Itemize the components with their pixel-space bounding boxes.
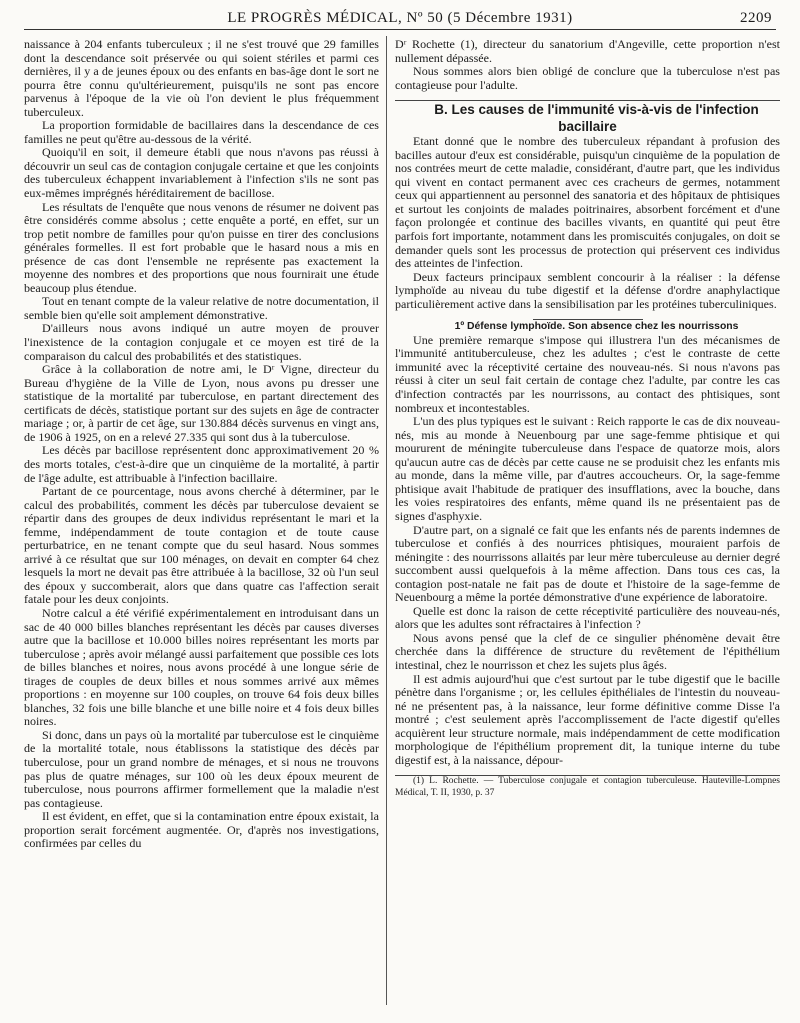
paragraph: Deux facteurs principaux semblent concourir à la réaliser : la défense lymphoïde au niveau du tube digestif et la défense d'ordre anaphylactique particulièrement active dans la sensibilisation par les protéines tuberculiniques.: [395, 269, 780, 311]
paragraph: Si donc, dans un pays où la mortalité par tuberculose est le cinquième de la mortalité totale, nous établissons la statistique des décès par tuberculose, pour un grand nombre de ménages, et si nous ne trouvons pas plus de quatre ménages, sur 100 où les deux époux meurent de tuberculose, nous pourrons affirmer formellement que la maladie n'est pas contagieuse.: [24, 727, 379, 810]
subsection-title: 1º Défense lymphoïde. Son absence chez les nourrissons: [454, 321, 739, 333]
paragraph: D'ailleurs nous avons indiqué un autre moyen de prouver l'inexistence de la contagion conjugale et ce moyen est tiré de la comparaison du calcul des probabilités et des statistiques.: [24, 321, 379, 363]
paragraph: D'autre part, on a signalé ce fait que les enfants nés de parents indemnes de tuberculose et confiés à des nourrices phtisiques, mouraient parfois de méningite : des nourrissons allaités par leur mère tuberculeuse au dernier degré succombent aussi quelquefois à la même affection. Dans tous ces cas, la contagion post-natale ne fait pas de doute et l'histoire de la sage-femme de Neuenbourg a même la portée démonstrative d'une expérience de laboratoire.: [395, 522, 780, 605]
paragraph: Partant de ce pourcentage, nous avons cherché à déterminer, par le calcul des probabilités, comment les décès par tuberculose devaient se répartir dans des groupes de deux individus représentant le mari et la femme, indépendamment de toute contagion et de toute cause perturbatrice, en ne tenant compte que du seul hasard. Nous sommes arrivé à ce résultat que sur 100 ménages, on devait en compter 64 chez lesquels la mort ne devait pas être attribuée à la bacillose, 32 où l'un seul des époux y succomberait, alors que dans quatre cas l'affection serait fatale pour les deux conjoints.: [24, 484, 379, 607]
paragraph: Une première remarque s'impose qui illustrera l'un des mécanismes de l'immunité antituberculeuse, chez les adultes ; c'est le contraste de cette immunité avec la réceptivité certaine des nouveau-nés. Si nous n'avons pas réussi à citer un seul fait certain de contage chez l'adulte, par contre les cas d'infection contractés par les nourrissons, au contact des phtisiques, sont nombreux et incontestables.: [395, 332, 780, 415]
footnote: (1) L. Rochette. — Tuberculose conjugale et contagion tuberculeuse. Hauteville-Lompnes Médical, T. II, 1930, p. 37: [395, 776, 780, 798]
left-column: [24, 38, 379, 1011]
paragraph: Etant donné que le nombre des tuberculeux répandant à profusion des bacilles autour d'eux est considérable, puisqu'un cinquième de la population de nos contrées meurt de cette maladie, considérant, d'autre part, que les individus qui vivent en contact permanent avec ces cracheurs de germes, notamment ceux qui appartiennent au personnel des sanatoria et des hôpitaux de phtisiques et surtout les conjoints de malades poitrinaires, absorbent forcément et d'une façon prolongée et continue des bacilles vivants, en quantité qui peut être parfois fort importante, notamment dans les promiscuités conjugales, on doit se demander quels sont les processus de protection qui préservent ces individus des atteintes de l'infection.: [395, 134, 780, 271]
paragraph: Dʳ Rochette (1), directeur du sanatorium d'Angeville, cette proportion n'est nullement dépassée.: [395, 38, 780, 65]
paragraph: Quelle est donc la raison de cette réceptivité particulière des nouveau-nés, alors que les adultes sont réfractaires à l'infection ?: [395, 603, 780, 632]
paragraph: Tout en tenant compte de la valeur relative de notre documentation, il semble bien qu'elle soit amplement démonstrative.: [24, 294, 379, 322]
journal-title: LE PROGRÈS MÉDICAL, Nº 50 (5 Décembre 1931): [227, 10, 573, 26]
paragraph: Nous avons pensé que la clef de ce singulier phénomène devait être cherchée dans la différence de structure du revêtement de l'épithélium intestinal, chez le nourrisson et chez les sujets plus âgés.: [395, 630, 780, 672]
paragraph: Quoiqu'il en soit, il demeure établi que nous n'avons pas réussi à découvrir un seul cas de contagion conjugale certaine et que les conjoints des tuberculeux échappent invariablement à l'infection s'ils ne sont pas eux-mêmes imprégnés héréditairement de bacillose.: [24, 145, 379, 201]
header-rule: [24, 29, 776, 30]
paragraph: Nous sommes alors bien obligé de conclure que la tuberculose n'est pas contagieuse pour l'adulte.: [395, 64, 780, 92]
paragraph: Il est admis aujourd'hui que c'est surtout par le tube digestif que le bacille pénètre dans l'organisme ; or, les cellules épithéliales de l'intestin du nouveau-né ne présentent pas, à la naissance, leur forme définitive comme Disse l'a montré ; c'est seulement après l'accomplissement de l'acte digestif qu'elles acquièrent leur structure normale, mais indépendamment de cette modification morphologique de l'épithélium proprement dit, la tunique interne du tube digestif est, à la naissance, dépour-: [395, 671, 780, 767]
column-divider: [386, 36, 387, 1005]
paragraph: Les décès par bacillose représentent donc approximativement 20 % des morts totales, c'est-à-dire que un cinquième de la mortalité, à partir de l'âge adulte, est attribuable à l'infection bacillaire.: [24, 443, 379, 485]
paragraph: naissance à 204 enfants tuberculeux ; il ne s'est trouvé que 29 familles dont la descendance soit préservée ou qui soient stériles et parmi ces dernières, il y a de jeunes époux ou des enfants en bas-âge dont le sort ne pourra être connu qu'ultérieurement, puisqu'ils ne sont pas encore parvenus à l'époque de la vie où l'on devient le plus fréquemment tuberculeux.: [24, 38, 379, 119]
paragraph: Grâce à la collaboration de notre ami, le Dʳ Vigne, directeur du Bureau d'hygiène de la Ville de Lyon, nous avons pu dresser une statistique de la mortalité par tuberculose, en partant directement des certificats de décès, statistique portant sur des sujets en âge de contracter mariage ; or, à partir de cet âge, sur 130.884 décès survenus en vingt ans, de 1906 à 1925, on en a relevé 27.335 qui sont dus à la tuberculose.: [24, 362, 379, 444]
paragraph: Notre calcul a été vérifié expérimentalement en introduisant dans un sac de 40 000 billes blanches représentant les décès par causes diverses autre que la bacillose et 10.000 billes noires représentant les morts par tuberculose ; après avoir mélangé aussi parfaitement que possible ces lots de billes blanches et noires, nous avons procédé à une longue série de tirages de couples de deux billes et nous sommes arrivé aux mêmes proportions : en moyenne sur 100 couples, on trouve 64 fois deux billes blanches, 32 fois une bille blanche et une bille noire et 4 fois deux billes noires.: [24, 605, 379, 729]
right-column: [395, 38, 780, 1011]
section-title: B. Les causes de l'immunité vis-à-vis de l'infection bacillaire: [434, 102, 759, 135]
paragraph: L'un des plus typiques est le suivant : Reich rapporte le cas de dix nouveau-nés, mis au monde à Neuenbourg par une sage-femme phtisique et qui moururent de méningite tuberculeuse dans l'espace de quatorze mois, alors qu'aucun autre cas de décès par cette cause ne se produisit chez les enfants mis au monde, dans la même ville, par d'autres accoucheurs. Or, la sage-femme phtisique avait l'habitude de pratiquer des insufflations, avec la bouche, dans les voies respiratoires des enfants, même quand ils ne présentaient pas de signes d'asphyxie.: [395, 414, 780, 523]
page-header: [24, 6, 776, 28]
page-number: 2209: [740, 10, 772, 26]
paragraph: Il est évident, en effet, que si la contamination entre époux existait, la proportion serait forcément augmentée. Or, d'après nos investigations, confirmées par celles du: [24, 809, 379, 851]
paragraph: La proportion formidable de bacillaires dans la descendance de ces familles ne peut qu'être au-dessous de la vérité.: [24, 118, 379, 146]
paragraph: Les résultats de l'enquête que nous venons de résumer ne doivent pas être considérés comme absolus ; cette enquête a porté, en effet, sur un trop petit nombre de familles pour qu'on puisse en tirer des conclusions générales formelles. Il est fort probable que le hasard nous a mis en présence de cas dont l'ensemble ne représente pas exactement la moyenne des nombres et des proportions que nous fournirait une étude beaucoup plus étendue.: [24, 199, 379, 295]
